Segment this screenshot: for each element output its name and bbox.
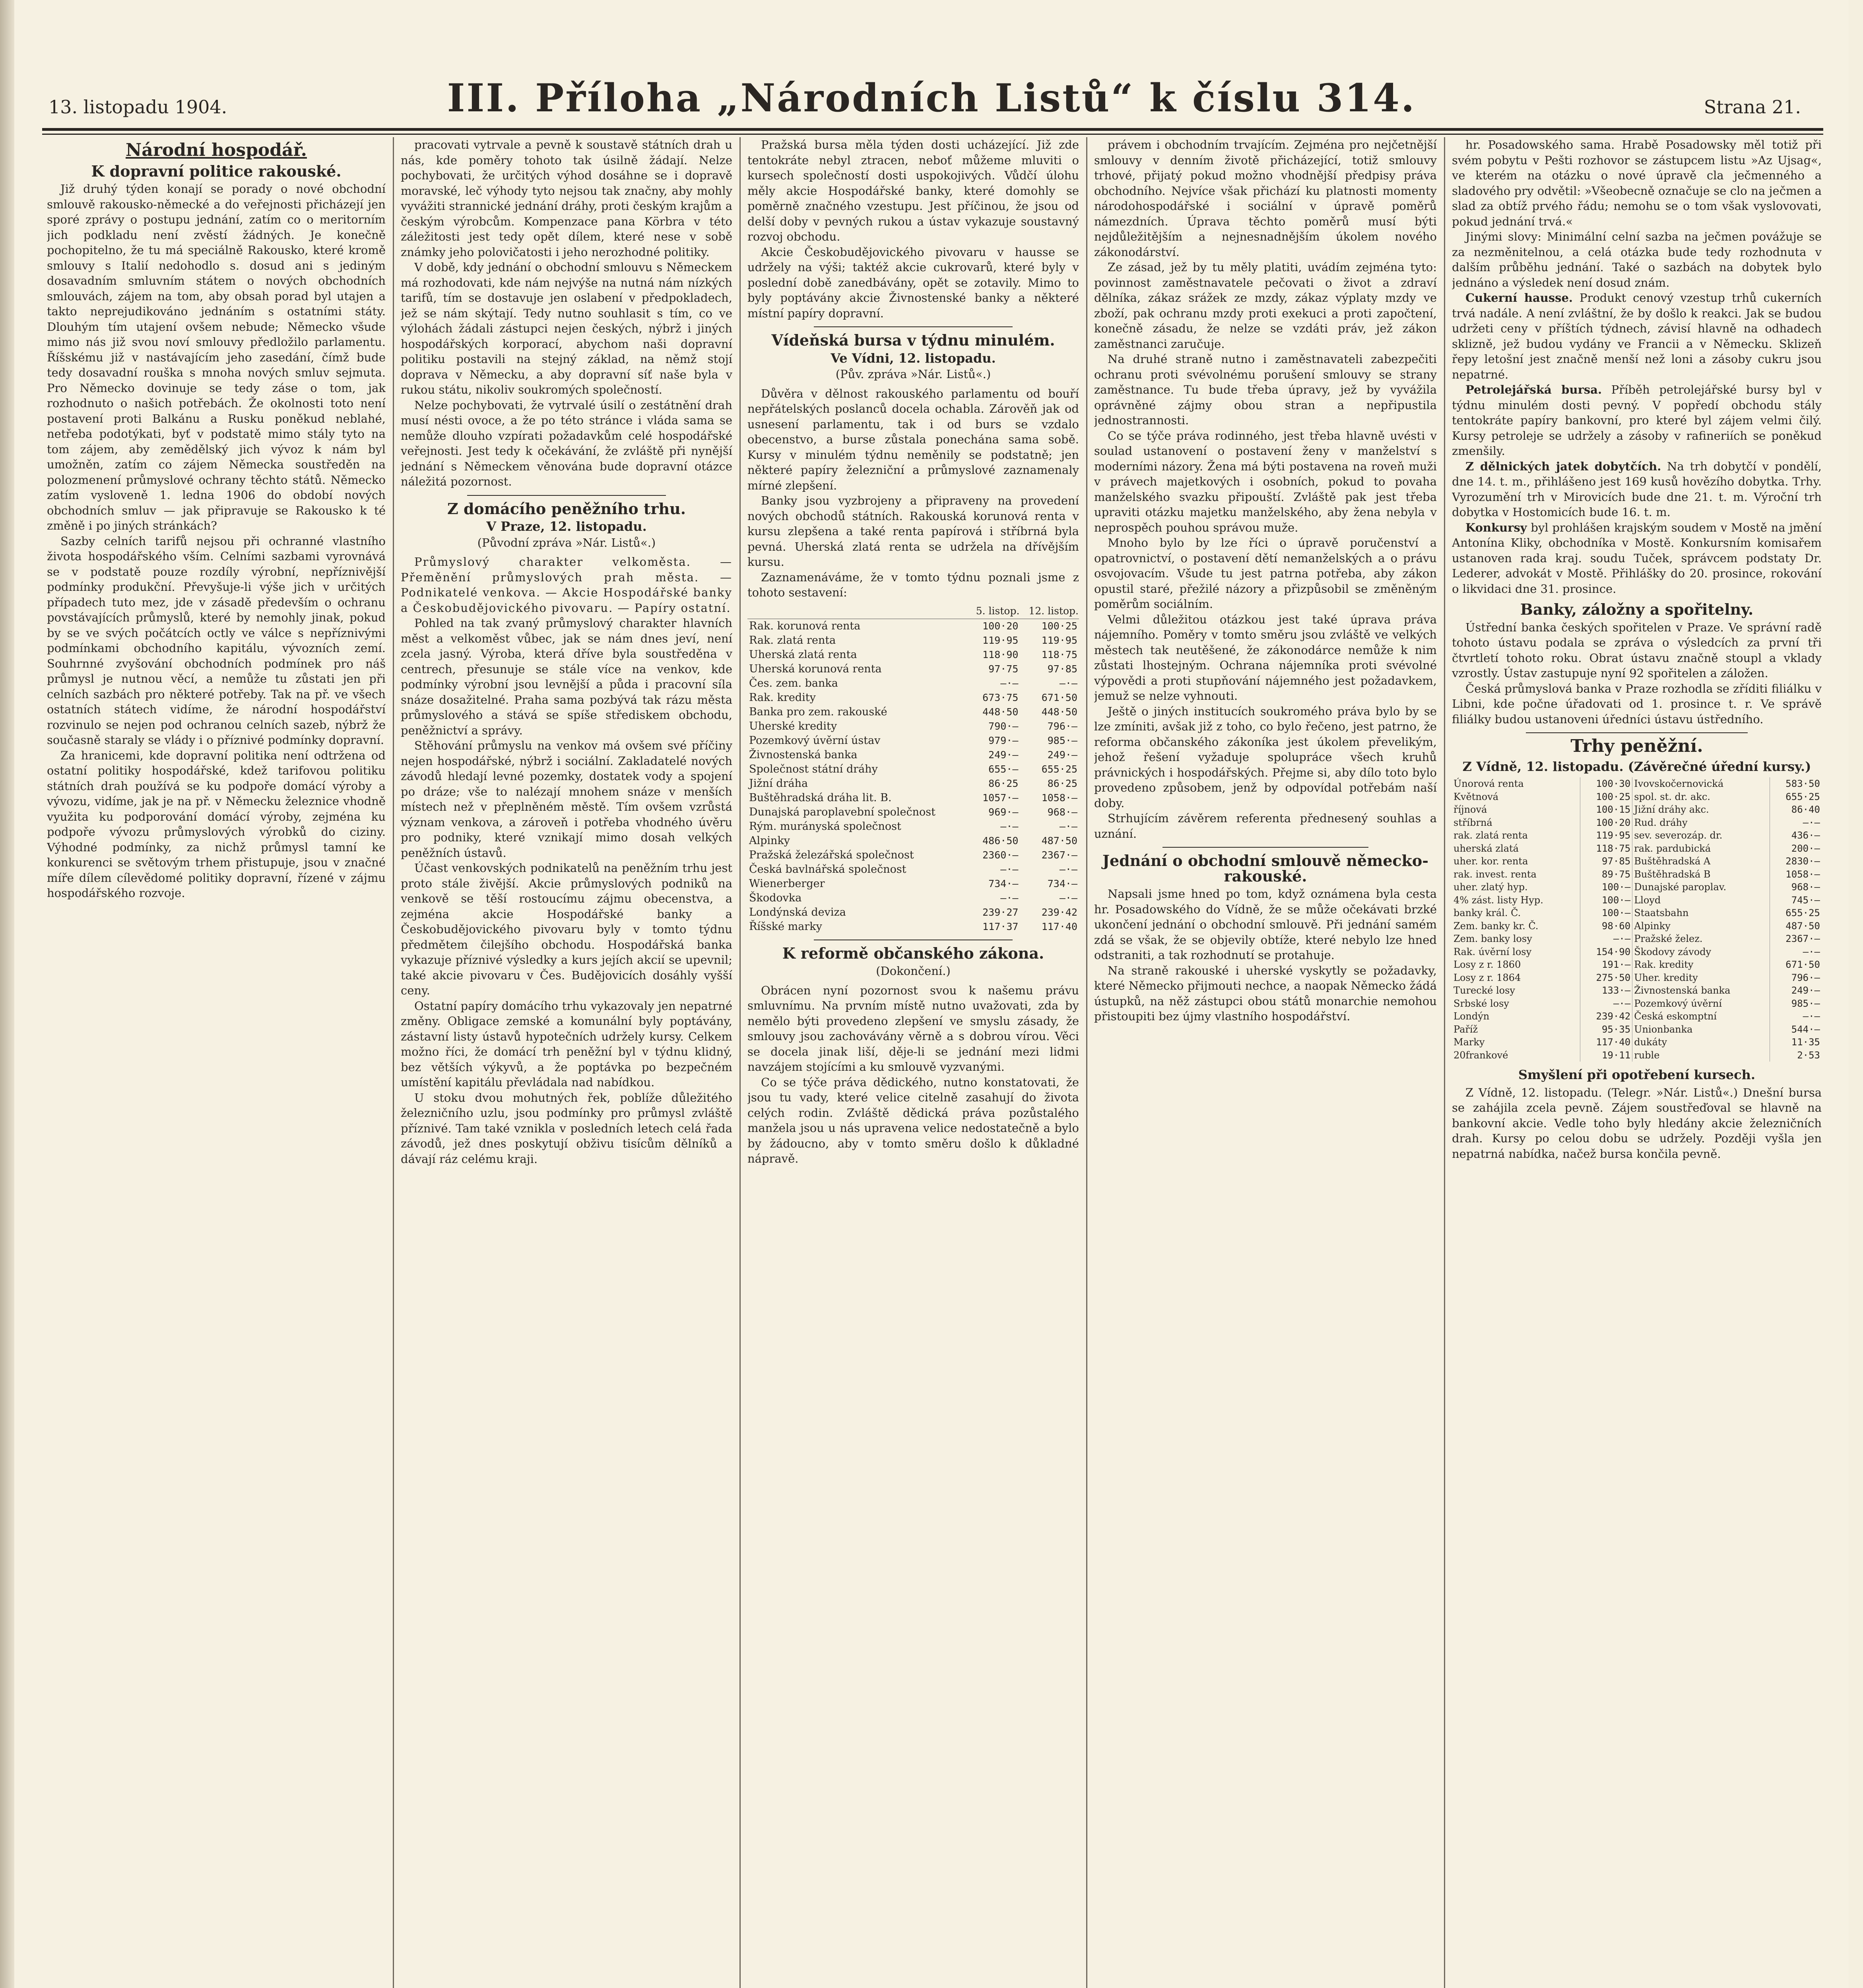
table-row [1452,971,1822,984]
article-divider [814,326,1013,327]
rate-value: 95·35 [1580,1023,1632,1036]
security-price: 655·25 [1041,763,1077,775]
rate-value: —·— [1803,1011,1820,1022]
article-paragraph: právem i obchodním trvajícím. Zejména pro nejčetnější smlouvy v denním životě přicházející, totiž smlouvy trhové, přijatý pokud možno vhodnější předpisy práva obchodního. Nejvíce však přichází ku platnosti momenty národohospodářské i sociální v úpravě poměrů námezdních. Úprava těchto poměrů musí býti nejdůležitějším a nejnesnadnějším úkolem nového zákonodárství. [1094,138,1437,259]
article-paragraph: Nelze pochybovati, že vytrvalé úsilí o zestátnění drah musí nésti ovoce, a že po této stránce i vláda sama se nemůže dlouho vzpírati požadavkům celé hospodářské veřejnosti. Jest tedy k očekávání, že zvláště při nynější jednání s Německem věnována bude dopravní otázce náležitá pozornost. [401,398,732,488]
rate-name: Rak. kredity [1632,958,1770,971]
article-paragraph: Co se týče práva dědického, nutno konstatovati, že jsou tu vady, které velice citelně zasahují do života celých rodin. Zvláště dědická práva pozůstalého manžela jsou u nás upravena velice nedostatečně a bylo by žádoucno, aby v tomto směru došlo k důkladné nápravě. [747,1075,1079,1165]
article-headline: K dopravní politice rakouské. [91,162,342,180]
rate-value: 2·53 [1797,1049,1820,1061]
security-price: —·— [1000,863,1019,875]
security-price: 734·— [988,878,1019,889]
security-name: Uherské kredity [749,720,837,732]
rate-name: sev. severozáp. dr. [1632,829,1770,842]
table-row [747,862,1079,877]
rate-name: Pražské želez. [1632,932,1770,945]
article-headline: Smyšlení při opotřebení kursech. [1518,1067,1756,1082]
rate-value: —·— [1803,946,1820,957]
rate-name: Zem. banky losy [1452,932,1580,945]
rate-value: 655·25 [1785,907,1820,918]
article-source: (Původní zpráva »Nár. Listů«.) [477,536,656,549]
rate-name: Zem. banky kr. Č. [1452,920,1580,933]
table-row [747,905,1079,920]
rate-name: Losy z r. 1860 [1452,958,1580,971]
article-paragraph: Česká průmyslová banka v Praze rozhodla se zříditi filiálku v Libni, kde počne úřadovati od 1. prosince t. r. Ve správě filiálky budou ustanoveni úředníci ústavu ústředního. [1452,681,1822,726]
security-name: Banka pro zem. rakouské [749,705,887,718]
security-price: —·— [1000,892,1019,904]
security-price: 979·— [988,734,1019,746]
rate-name: Staatsbahn [1632,907,1770,920]
table-row [747,891,1079,905]
table-row [747,705,1079,719]
table-row [1452,894,1822,907]
article-paragraph: Napsali jsme hned po tom, když oznámena byla cesta hr. Posadowského do Vídně, že se může očekávati brzké ukončení jednání o obchodní smlouvě. Při jednání samém zdá se však, že se objevily obtíže, které nebylo lze hned odstraniti, a tak rozhodnutí se protahuje. [1094,887,1437,962]
security-price: 734·— [1047,878,1077,889]
rate-name: Losy z r. 1864 [1452,971,1580,984]
article-paragraph: Banky jsou vyzbrojeny a připraveny na provedení nových obchodů státních. Rakouská korunová renta v kursu zlepšena a také renta papírová i stříbrná byla pevná. Uherská zlatá renta se udržela na dřívějším kursu. [747,494,1079,569]
rate-value: 1058·— [1785,868,1820,880]
table-row [1452,997,1822,1010]
security-name: Rým. murányská společnost [749,820,901,833]
article-headline: Jednání o obchodní smlouvě německo-rakouské. [1102,852,1428,885]
security-price: 673·75 [982,691,1019,703]
security-price: 487·50 [1041,835,1077,846]
rate-value: 2830·— [1785,856,1820,867]
table-row [747,734,1079,748]
security-name: Říšské marky [749,920,822,933]
security-price: —·— [1000,677,1019,689]
security-name: Dunajská paroplavební společnost [749,806,935,818]
article-paragraph: Za hranicemi, kde dopravní politika není odtržena od ostatní politiky hospodářské, kdež tarifovou politiku státních drah používá se ku podpoře domácí výroby a vývozu, vidíme, jak je na př. v Německu železnice vhodně využita ku podporování domácí výroby, zejména ku podpoře vývozu průmyslových výrobků do ciziny. Výhodné podmínky, za nichž průmysl tamní ke konkurenci se světovým trhem přistupuje, jsou v značné míře dílem cílevědomé politiky dopravní, řízené v zájmu hospodářského rozvoje. [47,748,386,900]
article-paragraph: Důvěra v dělnost rakouského parlamentu od bouří nepřátelských poslanců docela ochabla. Zárověň jak od usnesení parlamentu, tak i od burs se vzdalo obecenstvo, a burse zůstala ponechána sama sobě. Kursy v minulém týdnu neměnily se podstatně; jen některé papíry železniční a průmyslové zaznamenaly mírné zlepšení. [747,386,1079,492]
rate-name: Únorová renta [1452,777,1580,790]
rate-name: Paříž [1452,1023,1580,1036]
rate-value: 2367·— [1785,933,1820,944]
news-item-title: Z dělnických jatek dobytčích. [1465,459,1661,473]
security-price: 118·90 [982,648,1019,660]
table-row [1452,842,1822,855]
article-paragraph: Jinými slovy: Minimální celní sazba na ječmen povážuje se za nezměnitelnou, a celá otázka bude tedy rozhodnuta v dalším průběhu jednání. Také o sazbách na dobytek bylo jednáno a výsledek není dosud znám. [1452,230,1822,289]
rate-name: Květnová [1452,790,1580,804]
article-paragraph: hr. Posadowského sama. Hrabě Posadowsky měl totiž při svém pobytu v Pešti rozhovor se zástupcem listu »Az Ujsag«, ve kterém na otázku o nové úpravě cla ječmenného a sladového pry odvětil: »Všeobecně označuje se clo na ječmen a slad za obtíž prvého řádu; nemohu se o tom však vyslovovati, pokud jednání trvá.« [1452,138,1822,228]
security-price: 2360·— [982,849,1019,861]
security-price: 655·— [988,763,1019,775]
column-4 [1094,137,1437,1988]
article-paragraph: Velmi důležitou otázkou jest také úprava práva nájemního. Poměry v tomto směru jsou zvláště ve velkých městech tak neutěšené, že zákonodárce nemůže k nim zůstati lhostejným. Ochrana nájemníka proti svévolné výpovědi a proti stupňování nájemného jest požadavkem, jemuž se nelze vyhnouti. [1094,612,1437,703]
article-paragraph: Na druhé straně nutno i zaměstnavateli zabezpečiti ochranu proti svévolnému porušení smlouvy se strany zaměstnance. Tu bude třeba úpravy, jež by vyvážila oprávněné zájmy obou stran a nepřipustila jednostrannosti. [1094,352,1437,427]
table-row [747,834,1079,848]
table-row [747,848,1079,862]
rate-name: uher. kor. renta [1452,855,1580,868]
security-price: 117·40 [1041,920,1077,932]
rate-value: 487·50 [1785,920,1820,932]
rate-name: Škodovy závody [1632,945,1770,959]
rate-value: 436·— [1791,830,1820,841]
news-item-text: Produkt cenový vzestup trhů cukerních trvá nadále. A není zvláštní, že by došlo k reakci. Jak se budou udržeti ceny v příštích týdnech, závisí hlavně na odhadech sklizně, jež budou vydány ve Francii a v Německu. Sklizeň řepy letošní jest značně menší než loni a zásoby cukru jsou nepatrné. [1452,291,1822,381]
rate-name: říjnová [1452,803,1580,816]
table-row [1452,790,1822,804]
news-item-title: Petrolejářská bursa. [1465,383,1602,396]
news-item-text: byl prohlášen krajským soudem v Mostě na jmění Antonína Kliky, obchodníka v Mostě. Konkursním komisařem ustanoven rada kraj. soudu Tuček, správcem podstaty Dr. Lederer, advokát v Mostě. Přihlášky do 20. prosince, rokování o likvidaci dne 31. prosince. [1452,520,1822,596]
rate-value: 100·20 [1580,816,1632,829]
security-price: —·— [1059,677,1077,689]
security-name: Pražská železářská společnost [749,848,914,861]
rate-value: 239·42 [1580,1010,1632,1023]
article-paragraph: pracovati vytrvale a pevně k soustavě státních drah u nás, kde poměry tohoto tak úsilně žádají. Nelze pochybovati, že určitých výhod dosáhne se i dopravě moravské, leč výhody tyto nejsou tak značny, aby mohly vyvážiti strannické jednání dráhy, proti českým krajům a českým výrobcům. Kompenzace pana Körbra v této záležitosti jest tedy opět dílem, které nese v sobě známky jeho polovičatosti i jeho nerozhodné politiky. [401,138,732,259]
table-row [747,877,1079,891]
rate-value: 200·— [1791,843,1820,854]
article-dateline [1452,759,1822,775]
rate-value: 583·50 [1785,778,1820,789]
rate-name: rak. zlatá renta [1452,829,1580,842]
security-price: 671·50 [1041,691,1077,703]
table-row [747,691,1079,705]
security-price: 117·37 [982,920,1019,932]
rate-name: Pozemkový úvěrní [1632,997,1770,1010]
security-price: 796·— [1047,720,1077,732]
article-paragraph: Z Vídně, 12. listopadu. (Telegr. »Nár. Listů«.) Dnešní bursa se zahájila zcela pevně. Zájem soustřeďoval se hlavně na bankovní akcie. Vedle toho byly hledány akcie železničních drah. Kursy po celou dobu se udržely. Později vyšla jen nepatrná nabídka, načež bursa končila pevně. [1452,1085,1822,1161]
rate-value: 119·95 [1580,829,1632,842]
table-row [1452,984,1822,997]
rate-name: Jižní dráhy akc. [1632,803,1770,816]
rate-name: Buštěhradská B [1632,868,1770,881]
security-price: 1057·— [982,792,1019,804]
article-paragraph: Ještě o jiných institucích soukromého práva bylo by se lze zmíniti, avšak již z toho, co bylo řečeno, jest patrno, že reforma občanského zákoníka jest úkolem převelikým, jehož řešení vyžaduje spolupráce všech kruhů právnických i hospodářských. Přejme si, aby dílo toto bylo provedeno způsobem, jenž by odpovídal potřebám naší doby. [1094,704,1437,810]
rate-value: 100·15 [1580,803,1632,816]
security-price: 239·42 [1041,906,1077,918]
article-lead: Průmyslový charakter velkoměsta. — Přeměnění průmyslových prah města. — Podnikatelé venkova. — Akcie Hospodářské banky a Českobudějovického pivovaru. — Papíry ostatní. [401,555,732,615]
security-price: —·— [1059,863,1077,875]
security-name: Alpinky [749,834,790,847]
table-row [1452,855,1822,868]
news-item-text: Příběh petrolejářské bursy byl v týdnu minulém dosti pevný. V popředí obchodu stály tentokráte papíry bankovní, pro které byl zájem velmi čilý. Kursy petroleje se udržely a zásoby v rafineriích se poněkud zmenšily. [1452,383,1822,458]
table-row [1452,1010,1822,1023]
security-price: 249·— [988,749,1019,761]
security-name: Pozemkový úvěrní ústav [749,734,881,747]
rate-name: spol. st. dr. akc. [1632,790,1770,804]
security-price: 448·50 [1041,706,1077,718]
rate-name: ruble [1632,1049,1770,1062]
rate-value: 191·— [1580,958,1632,971]
rate-value: 19·11 [1580,1049,1632,1062]
article-paragraph: Akcie Českobudějovického pivovaru v hausse se udržely na výši; taktéž akcie cukrovarů, které byly v poslední době zanedbávány, opět se zotavily. Mimo to byly poptávány akcie Živnostenské banky a některé místní papíry dopravní. [747,245,1079,320]
security-price: 448·50 [982,706,1019,718]
news-item-text: Na trh dobytčí v pondělí, dne 14. t. m., přihlášeno jest 169 kusů hovězího dobytka. Trhy. Vyrozumění trh v Mirovicích bude dne 21. t. m. Výroční trh dobytka v Hostomicích bude 16. t. m. [1452,459,1822,519]
rate-value: 100·25 [1580,790,1632,804]
security-price: 97·75 [988,663,1019,675]
rate-name: uher. zlatý hyp. [1452,881,1580,894]
rate-value: 100·30 [1580,777,1632,790]
security-price: 1058·— [1041,792,1077,804]
rate-value: 544·— [1791,1023,1820,1035]
rate-name: Ivovskočernovická [1632,777,1770,790]
table-row [1452,945,1822,959]
rate-name: Rak. úvěrní losy [1452,945,1580,959]
table-row [747,662,1079,676]
article-paragraph: Ústřední banka českých spořitelen v Praze. Ve správní radě tohoto ústavu podala se zpráva o výsledcích za první tři čtvrtletí tohoto roku. Obrat ústavu značně stoupl a vklady vzrostly. Ústav zastupuje nyní 92 spořitelen a záložen. [1452,620,1822,680]
rate-value: 133·— [1580,984,1632,997]
rate-value: —·— [1803,817,1820,828]
table-row [747,920,1079,934]
rate-name: rak. invest. renta [1452,868,1580,881]
security-name: Buštěhradská dráha lit. B. [749,791,892,804]
article-headline: Banky, záložny a spořitelny. [1520,600,1754,618]
rate-name: Turecké losy [1452,984,1580,997]
security-name: Wienerberger [749,877,825,890]
table-row [747,748,1079,762]
rate-name: Buštěhradská A [1632,855,1770,868]
issue-date: 13. listopadu 1904. [49,96,227,118]
masthead-title: III. Příloha „Národních Listů“ k číslu 314. [447,76,1416,120]
article-paragraph: Obrácen nyní pozornost svou k našemu právu smluvnímu. Na prvním místě nutno uvažovati, zda by nemělo býti provedeno zlepšení ve smyslu zásady, že smlouvy jsou zachovávány věrně a s dobrou vírou. Věci se docela jinak liší, děje-li se jednání mezi lidmi navzájem stojícími a ku smlouvě vyzvanými. [747,983,1079,1074]
rate-value: 275·50 [1580,971,1632,984]
table-row [747,619,1079,633]
article-paragraph: Pohled na tak zvaný průmyslový charakter hlavních měst a velkoměst vůbec, jak se nám dnes jeví, není zcela jasný. Výroba, která dříve byla soustředěna v centrech, přesunuje se stále více na venkov, kde podmínky výrobní jsou levnější a půda i pracovní síla snáze dosažitelné. Praha sama pozbývá tak rázu města průmyslového a stává se spíše střediskem obchodu, peněžnictví a správy. [401,616,732,737]
column-separator [1086,137,1087,1988]
rates-subtitle: (Závěrečné úřední kursy.) [1628,759,1811,774]
security-price: 100·25 [1041,620,1077,632]
column-separator [739,137,741,1988]
rate-value: 11·35 [1791,1037,1820,1048]
table-row [747,676,1079,691]
table-row [1452,868,1822,881]
rate-value: —·— [1580,997,1632,1010]
rate-name: Marky [1452,1036,1580,1049]
article-paragraph: Co se týče práva rodinného, jest třeba hlavně uvésti v soulad ustanovení o postavení ženy v manželství s moderními názory. Žena má býti postavena na roveň muži v právech majetkových i osobních, pokud to povaha manželského svazku připouští. Zvláště pak jest třeba upraviti otázku majetku manželského, aby žena nebyla v neprospěch pouhou správou muže. [1094,429,1437,534]
article-paragraph: Na straně rakouské i uherské vyskytly se požadavky, které Německo přijmouti nechce, a naopak Německo žádá ústupků, na něž zástupci obou států monarchie nemohou přistoupiti bez újmy vlastního hospodářství. [1094,963,1437,1023]
article-headline: K reformě občanského zákona. [782,944,1044,962]
security-name: Čes. zem. banka [749,677,838,689]
security-price: 86·25 [988,777,1019,789]
rate-value: 968·— [1791,881,1820,893]
table-row [1452,816,1822,829]
rate-value: 89·75 [1580,868,1632,881]
table-row [1452,958,1822,971]
news-item [1452,290,1822,382]
security-name: Česká bavlnářská společnost [749,863,906,876]
article-paragraph: Mnoho bylo by lze říci o úpravě poručenství a opatrovnictví, o postavení dětí nemanželských a o právu osvojovacím. Všude tu jest patrna potřeba, aby zákon opustil staré, přežilé názory a přizpůsobil se změněným poměrům sociálním. [1094,536,1437,611]
article-paragraph: Stěhování průmyslu na venkov má ovšem své příčiny nejen hospodářské, nýbrž i sociální. Zakladatelé nových závodů hledají levné pozemky, dostatek vody a spojení po dráze; vše to nalézají mnohem snáze v menších místech než v přeplněném městě. Tím ovšem vzrůstá význam venkova, a zároveň i potřeba vhodného úvěru pro podniky, které vznikají mimo dosah velkých peněžních ústavů. [401,739,732,860]
table-header: 5. listop. [968,604,1020,619]
article-paragraph: Ze zásad, jež by tu měly platiti, uvádím zejména tyto: povinnost zaměstnavatele pečovati o život a zdraví dělníka, zákaz srážek ze mzdy, zákaz výplaty mzdy ve zboží, pak ochranu mzdy proti exekuci a proti započtení, konečně zásadu, že nelze se vzdáti práv, jež zákon zaměstnanci zaručuje. [1094,260,1437,351]
rate-name: Unionbanka [1632,1023,1770,1036]
rate-name: Rud. dráhy [1632,816,1770,829]
security-price: —·— [1000,820,1019,832]
column-separator [1444,137,1445,1988]
table-row [747,791,1079,805]
table-row [747,777,1079,791]
rate-value: 671·50 [1785,959,1820,970]
rate-name: Lloyd [1632,894,1770,907]
security-price: 100·20 [982,620,1019,632]
rate-name: dukáty [1632,1036,1770,1049]
newspaper-page [14,0,1849,1988]
security-name: Rak. korunová renta [749,619,861,632]
news-item [1452,382,1822,459]
security-name: Živnostenská banka [749,748,858,761]
security-price: 239·27 [982,906,1019,918]
article-subtitle: (Dokončení.) [876,964,951,978]
rate-name: Srbské losy [1452,997,1580,1010]
table-row [1452,920,1822,933]
section-title: Trhy peněžní. [1570,736,1703,756]
article-paragraph: Strhujícím závěrem referenta přednesený souhlas a uznání. [1094,812,1437,841]
rate-name: Uher. kredity [1632,971,1770,984]
table-row [747,805,1079,819]
security-price: 486·50 [982,835,1019,846]
security-name: Uherská zlatá renta [749,648,857,661]
rate-name: Londýn [1452,1010,1580,1023]
article-divider [1162,847,1368,848]
rate-value: —·— [1580,932,1632,945]
article-dateline: V Praze, 12. listopadu. [486,519,647,534]
security-name: Londýnská deviza [749,906,846,918]
rate-name: 4% zást. listy Hyp. [1452,894,1580,907]
table-caption: Zaznamenáváme, že v tomto týdnu poznali jsme z tohoto sestavení: [747,570,1079,599]
rate-name: Alpinky [1632,920,1770,933]
rate-value: 117·40 [1580,1036,1632,1049]
rate-name: 20frankové [1452,1049,1580,1062]
column-1 [47,137,386,1988]
security-name: Jižní dráha [749,777,808,790]
table-header: 12. listop. [1020,604,1079,619]
article-paragraph: U stoku dvou mohutných řek, poblíže důležitého železničního uzlu, jsou podmínky pro průmysl zvláště příznivé. Tam také vznikla v posledních letech celá řada závodů, jež dnes poskytují obživu tisícům dělníků a dávají ráz celému kraji. [401,1091,732,1166]
article-source: (Pův. zpráva »Nár. Listů«.) [835,367,991,381]
article-paragraph: Již druhý týden konají se porady o nové obchodní smlouvě rakousko-německé a do veřejnosti přicházejí jen sporé zprávy o postupu jednání, zatím co o meritorním jich podkladu není zvěstí žádných. Je konečně pochopitelno, že tu má speciálně Rakousko, které kromě smlouvy s Italií nedohodlo s. dosud ani s jediným dosavadním smluvním státem o nových obchodních smlouvách, zájem na tom, aby obsah porad byl utajen a takto neprejudikováno jednáním s ostatními státy. Dlouhým tím utajení ovšem nebude; Německo všude mimo nás již svou noví smlouvy předložilo parlamentu. Říšskému již v nastávajícím jeho zasedání, čímž bude tedy dosavadní rouška s mnoha nových smluv sejmuta. Pro Německo dovinuje se tedy záse o tom, jak rozhodnuto o našich potřebách. Že okolnosti toto není postavení proti Balkánu a Rusku poněkud neblahé, netřeba podotýkati, byť v podstatě mimo stály tyto na tom zájem, aby zemědělský jich vývoz k nám byl umožněn, zatím co zájem Německa soustředěn na polozmenení průmyslové ochrany těchto států. Německo zatím vysloveně 1. ledna 1906 do období nových obchodních smluv — jak připravuje se Rakousko k té změně i po jiných stránkách? [47,182,386,532]
table-row [1452,1023,1822,1036]
section-title: Národní hospodář. [125,140,307,160]
article-headline: Vídeňská bursa v týdnu minulém. [771,331,1055,349]
rate-value: 100·— [1580,907,1632,920]
column-3 [747,137,1079,1988]
rate-value: 154·90 [1580,945,1632,959]
security-price: 119·95 [1041,634,1077,646]
table-row [747,719,1079,734]
table-row [1452,803,1822,816]
rate-value: 118·75 [1580,842,1632,855]
article-paragraph: Účast venkovských podnikatelů na peněžním trhu jest proto stále živější. Akcie průmyslových podniků na venkově se těší rostoucímu zájmu obecenstva, a zejména akcie Hospodářské banky a Českobudějovického pivovaru byly v tomto týdnu předmětem čilejšího obchodu. Hospodářská banka vykazuje příznivé výsledky a kurs jejích akcií se upevnil; také akcie pivovaru v Čes. Budějovicích dosáhly vyšší ceny. [401,861,732,997]
news-item-title: Konkursy [1465,520,1527,534]
article-paragraph: Sazby celních tarifů nejsou při ochranné vlastního života hospodářského vším. Celními sazbami vyrovnává se v podstatě pouze rozdíly výrobní, nepříznivější podmínky produkční. Převyšuje-li výše jich v určitých případech tuto mez, jde v zásadě především o ochranu povstávajících průmyslů, které by nemohly jinak, pokud by se ve svých počátcích octly ve válce s nepříznivými podmínkami obchodního kapitálu, vývozních zemí. Souhrnné zvyšování obchodních podmínek pro náš průmysl je nutnou věcí, a nemůže tu zůstati jen při celních sazbách pro některé potřeby. Tak na př. ve všech ostatních státech vidíme, že národní hospodářství rozvinulo se nejen pod ochranou celních sazeb, nýbrž že současně staraly se vlády i o příznivé podmínky dopravní. [47,534,386,747]
security-price: 969·— [988,806,1019,818]
table-row [1452,777,1822,790]
masthead-rule [42,128,1823,131]
news-item [1452,520,1822,597]
rate-value: 655·25 [1785,791,1820,802]
rate-value: 100·— [1580,881,1632,894]
rate-name: banky král. Č. [1452,907,1580,920]
article-dateline: Ve Vídni, 12. listopadu. [831,350,996,366]
rate-value: 985·— [1791,998,1820,1009]
security-price: 97·85 [1047,663,1077,675]
table-row [1452,1036,1822,1049]
table-row [1452,1049,1822,1062]
table-row [1452,829,1822,842]
rates-date: Z Vídně, 12. listopadu. [1462,759,1624,774]
masthead-rule-thin [42,134,1823,135]
security-price: 119·95 [982,634,1019,646]
rate-name: Česká eskomptní [1632,1010,1770,1023]
page-binding [0,0,14,1988]
article-divider [467,495,666,496]
table-row [747,633,1079,648]
rate-name: rak. pardubická [1632,842,1770,855]
security-name: Škodovka [749,891,802,904]
column-separator [393,137,394,1988]
article-paragraph: V době, kdy jednání o obchodní smlouvu s Německem má rozhodovati, kde nám nejvýše na nutná nám nízkých tarifů, tím se dostavuje jen oslabení v předpokladech, jež se nám skýtají. Tedy nutno souhlasit s tím, co ve výlohách žádali zástupci nejen českých, nýbrž i jiných hospodářských korporací, abychom naši dopravní politiku postavili na stejný základ, na němž stojí doprava v Německu, a aby dopravní síť naše byla v rukou státu, nikoliv soukromých společností. [401,260,732,396]
article-paragraph: Ostatní papíry domácího trhu vykazovaly jen nepatrné změny. Obligace zemské a komunální byly poptávány, zástavní listy ústavů hypotečních udržely kursy. Celkem možno říci, že domácí trh peněžní byl v týdnu klidný, bez větších výkyvů, a že poptávka po bezpečném umístění kapitálu převládala nad nabídkou. [401,999,732,1089]
article-headline: Z domácího peněžního trhu. [447,499,686,518]
rate-value: 97·85 [1580,855,1632,868]
news-item-title: Cukerní hausse. [1465,291,1573,305]
table-row [1452,932,1822,945]
news-item [1452,459,1822,520]
security-price: 86·25 [1047,777,1077,789]
rate-value: 745·— [1791,894,1820,906]
table-row [1452,881,1822,894]
rate-value: 86·40 [1791,804,1820,815]
security-price: 249·— [1047,749,1077,761]
rate-name: uherská zlatá [1452,842,1580,855]
rate-value: 796·— [1791,972,1820,983]
page-number: Strana 21. [1704,96,1801,118]
column-2 [401,137,732,1988]
security-name: Společnost státní dráhy [749,763,878,775]
security-price: 968·— [1047,806,1077,818]
rate-value: 100·— [1580,894,1632,907]
rate-value: 98·60 [1580,920,1632,933]
security-price: —·— [1059,820,1077,832]
security-name: Rak. zlatá renta [749,634,836,646]
security-price: 790·— [988,720,1019,732]
security-price: 118·75 [1041,648,1077,660]
security-price: 2367·— [1041,849,1077,861]
masthead [14,76,1849,127]
table-row [747,819,1079,834]
table-row [747,648,1079,662]
rate-name: Dunajské paroplav. [1632,881,1770,894]
security-price: 985·— [1047,734,1077,746]
table-header [747,604,968,619]
security-price: —·— [1059,892,1077,904]
rate-value: 249·— [1791,985,1820,996]
article-divider [1526,732,1748,733]
rate-name: stříbrná [1452,816,1580,829]
security-name: Rak. kredity [749,691,816,704]
exchange-rates-table [1452,777,1822,1062]
table-row [747,762,1079,777]
rate-name: Živnostenská banka [1632,984,1770,997]
column-5 [1452,137,1822,1988]
security-name: Uherská korunová renta [749,662,882,675]
vienna-bourse-table [747,604,1079,934]
table-row [1452,907,1822,920]
article-paragraph: Pražská bursa měla týden dosti ucházející. Již zde tentokráte nebyl ztracen, neboť můžeme mluviti o kursech společností dosti uspokojivých. Vůdčí úlohu měly akcie Hospodářské banky, které domohly se poměrně značného vzestupu. Jest příčinou, že jsou od delší doby v pevných rukou a ústav vykazuje soustavný rozvoj obchodu. [747,138,1079,243]
